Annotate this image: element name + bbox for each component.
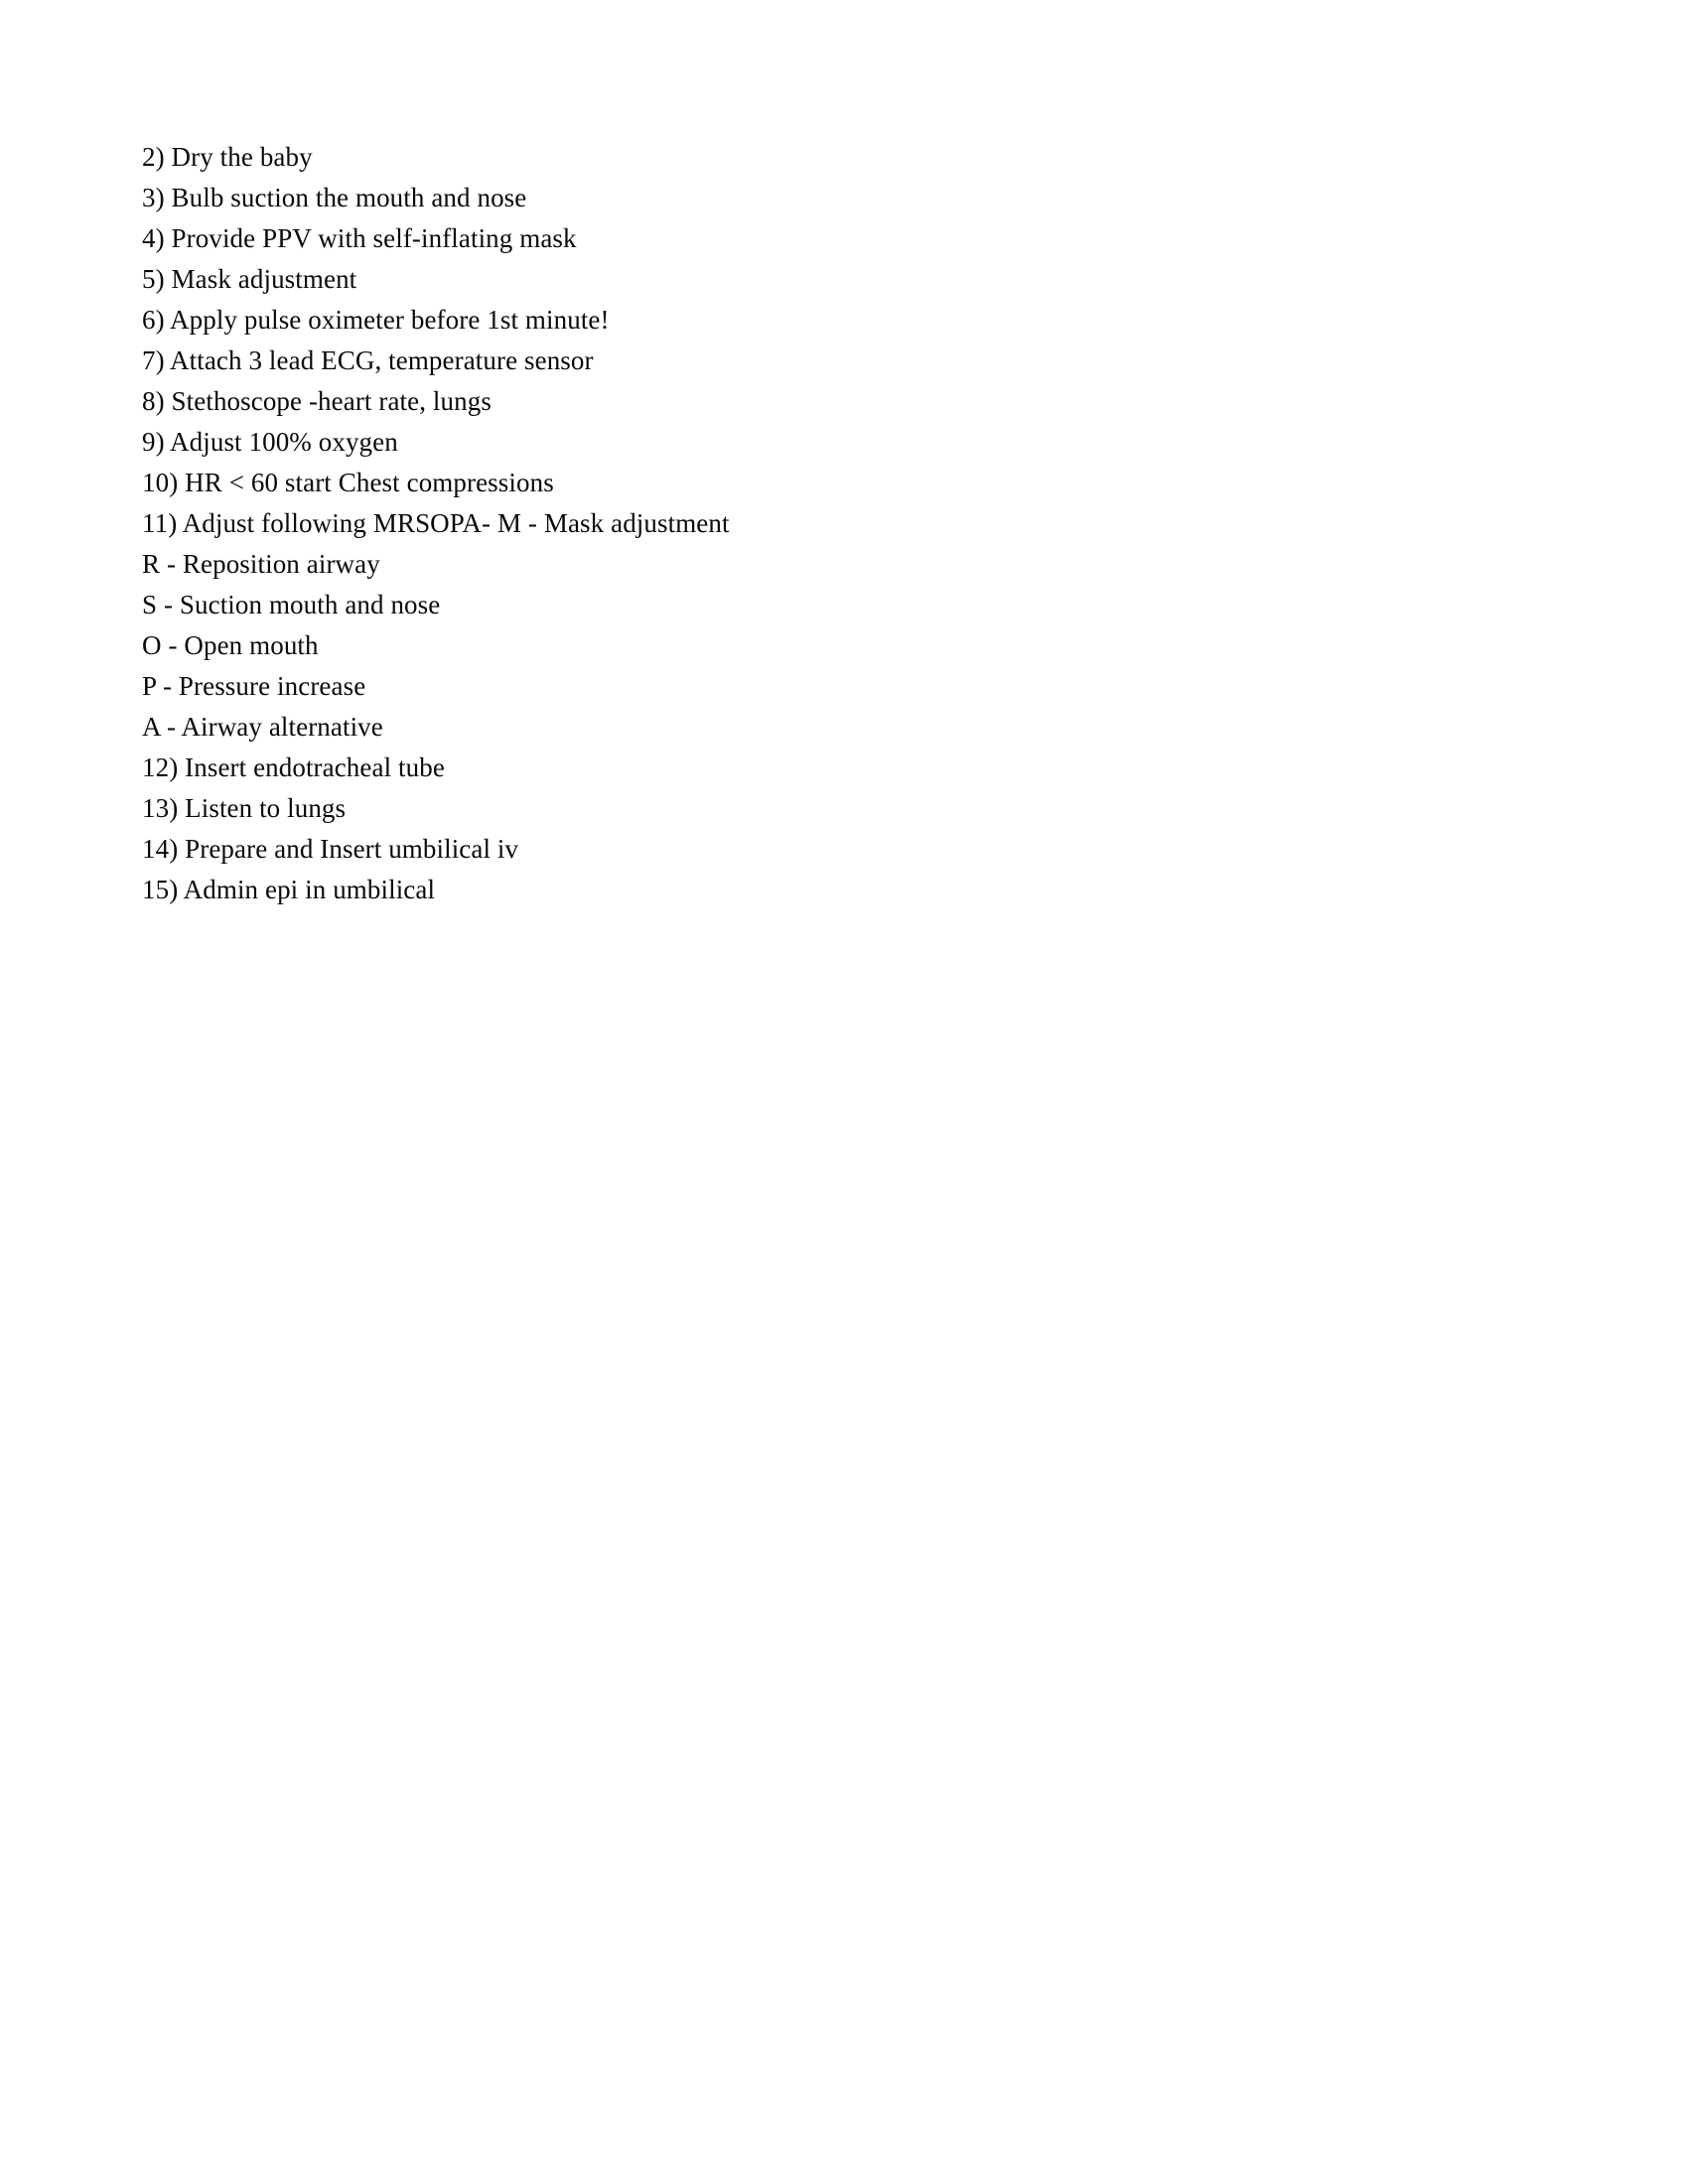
- document-line: 3) Bulb suction the mouth and nose: [142, 183, 527, 212]
- document-line: S - Suction mouth and nose: [142, 590, 441, 619]
- document-line: A - Airway alternative: [142, 712, 383, 742]
- document-line: 13) Listen to lungs: [142, 793, 347, 823]
- document-line: 9) Adjust 100% oxygen: [142, 427, 398, 457]
- document-line: 4) Provide PPV with self-inflating mask: [142, 223, 577, 253]
- document-line: 6) Apply pulse oximeter before 1st minute!: [142, 305, 610, 335]
- document-line: 11) Adjust following MRSOPA- M - Mask adjustment: [142, 508, 730, 538]
- document-line: R - Reposition airway: [142, 549, 380, 579]
- document-line: P - Pressure increase: [142, 671, 366, 701]
- document-line: 14) Prepare and Insert umbilical iv: [142, 834, 519, 864]
- document-line: 8) Stethoscope -heart rate, lungs: [142, 386, 492, 416]
- document-line: 2) Dry the baby: [142, 142, 313, 172]
- document-line: 10) HR < 60 start Chest compressions: [142, 468, 554, 497]
- document-line: O - Open mouth: [142, 630, 319, 660]
- document-line: 12) Insert endotracheal tube: [142, 752, 445, 782]
- document-line: 15) Admin epi in umbilical: [142, 875, 436, 904]
- document-text-block: [142, 137, 1512, 910]
- document-line: 7) Attach 3 lead ECG, temperature sensor: [142, 345, 594, 375]
- document-line: 5) Mask adjustment: [142, 264, 357, 294]
